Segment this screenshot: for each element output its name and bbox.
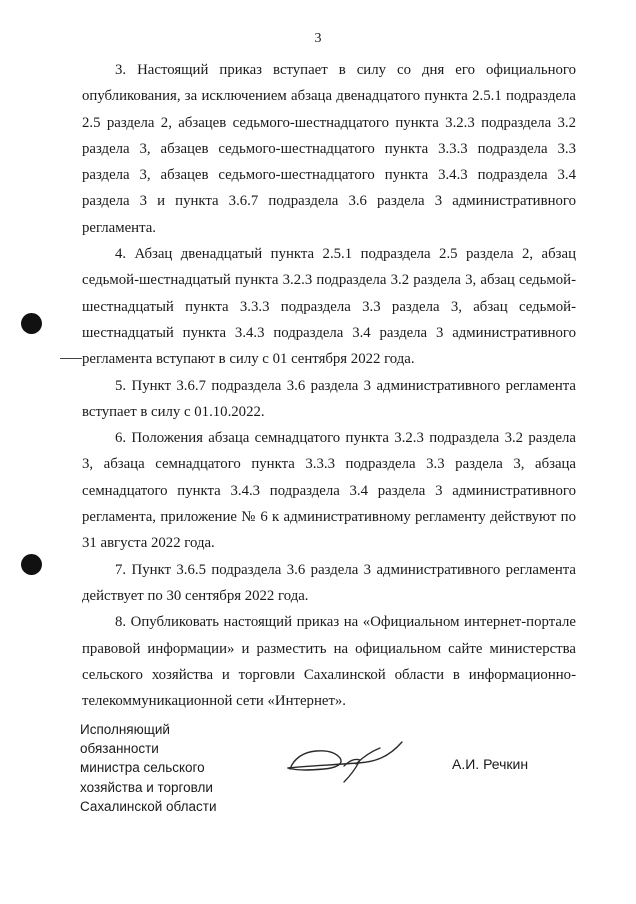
paragraph-7: 7. Пункт 3.6.5 подраздела 3.6 раздела 3 административного регламента действует по 30 сентября 2022 года. <box>82 561 576 604</box>
paragraph-3: 3. Настоящий приказ вступает в силу со дня его официального опубликования, за исключением абзаца двенадцатого пункта 2.5.1 подраздела 2.5 раздела 2, абзацев седьмого-шестнадцатого пункта 3.2.3 подраздела 3.2 раздела 3, абзацев седьмого-шестнадцатого пункта 3.3.3 подраздела 3.3 раздела 3, абзацев седьмого-шестнадцатого пункта 3.4.3 подраздела 3.4 раздела 3 и пункта 3.6.7 подраздела 3.6 раздела 3 административного регламента. <box>82 62 576 236</box>
handwritten-signature <box>284 738 406 784</box>
signer-position-line: Сахалинской области <box>80 798 217 814</box>
page-number: 3 <box>314 31 322 46</box>
signer-name: А.И. Речкин <box>452 756 529 772</box>
signer-position-line: хозяйства и торговли <box>80 779 213 795</box>
margin-underline-mark <box>60 358 82 359</box>
punch-hole <box>21 554 42 575</box>
document-body <box>82 57 576 714</box>
punch-hole <box>21 313 42 334</box>
signer-position-line: министра сельского <box>80 760 205 776</box>
paragraph-5: 5. Пункт 3.6.7 подраздела 3.6 раздела 3 административного регламента вступает в силу с 01.10.2022. <box>82 377 576 420</box>
paragraph-4: 4. Абзац двенадцатый пункта 2.5.1 подраздела 2.5 раздела 2, абзац седьмой-шестнадцатый пункта 3.2.3 подраздела 3.2 раздела 3, абзац седьмой-шестнадцатый пункта 3.3.3 подраздела 3.3 раздела 3, абзац седьмой-шестнадцатый пункта 3.4.3 подраздела 3.4 раздела 3 административного регламента вступают в силу с 01 сентября 2022 года. <box>82 246 576 368</box>
signer-position-line: обязанности <box>80 741 159 757</box>
paragraph-8: 8. Опубликовать настоящий приказ на «Официальном интернет-портале правовой информации» и разместить на официальном сайте министерства сельского хозяйства и торговли Сахалинской области в информационно-телекоммуникационной сети «Интернет». <box>82 614 576 710</box>
paragraph-6: 6. Положения абзаца семнадцатого пункта 3.2.3 подраздела 3.2 раздела 3, абзаца семнадцатого пункта 3.3.3 подраздела 3.3 раздела 3, абзаца семнадцатого пункта 3.4.3 подраздела 3.4 раздела 3 административного регламента, приложение № 6 к административному регламенту действуют по 31 августа 2022 года. <box>82 430 576 552</box>
signer-position-line: Исполняющий <box>80 722 170 737</box>
signer-position <box>80 720 250 816</box>
